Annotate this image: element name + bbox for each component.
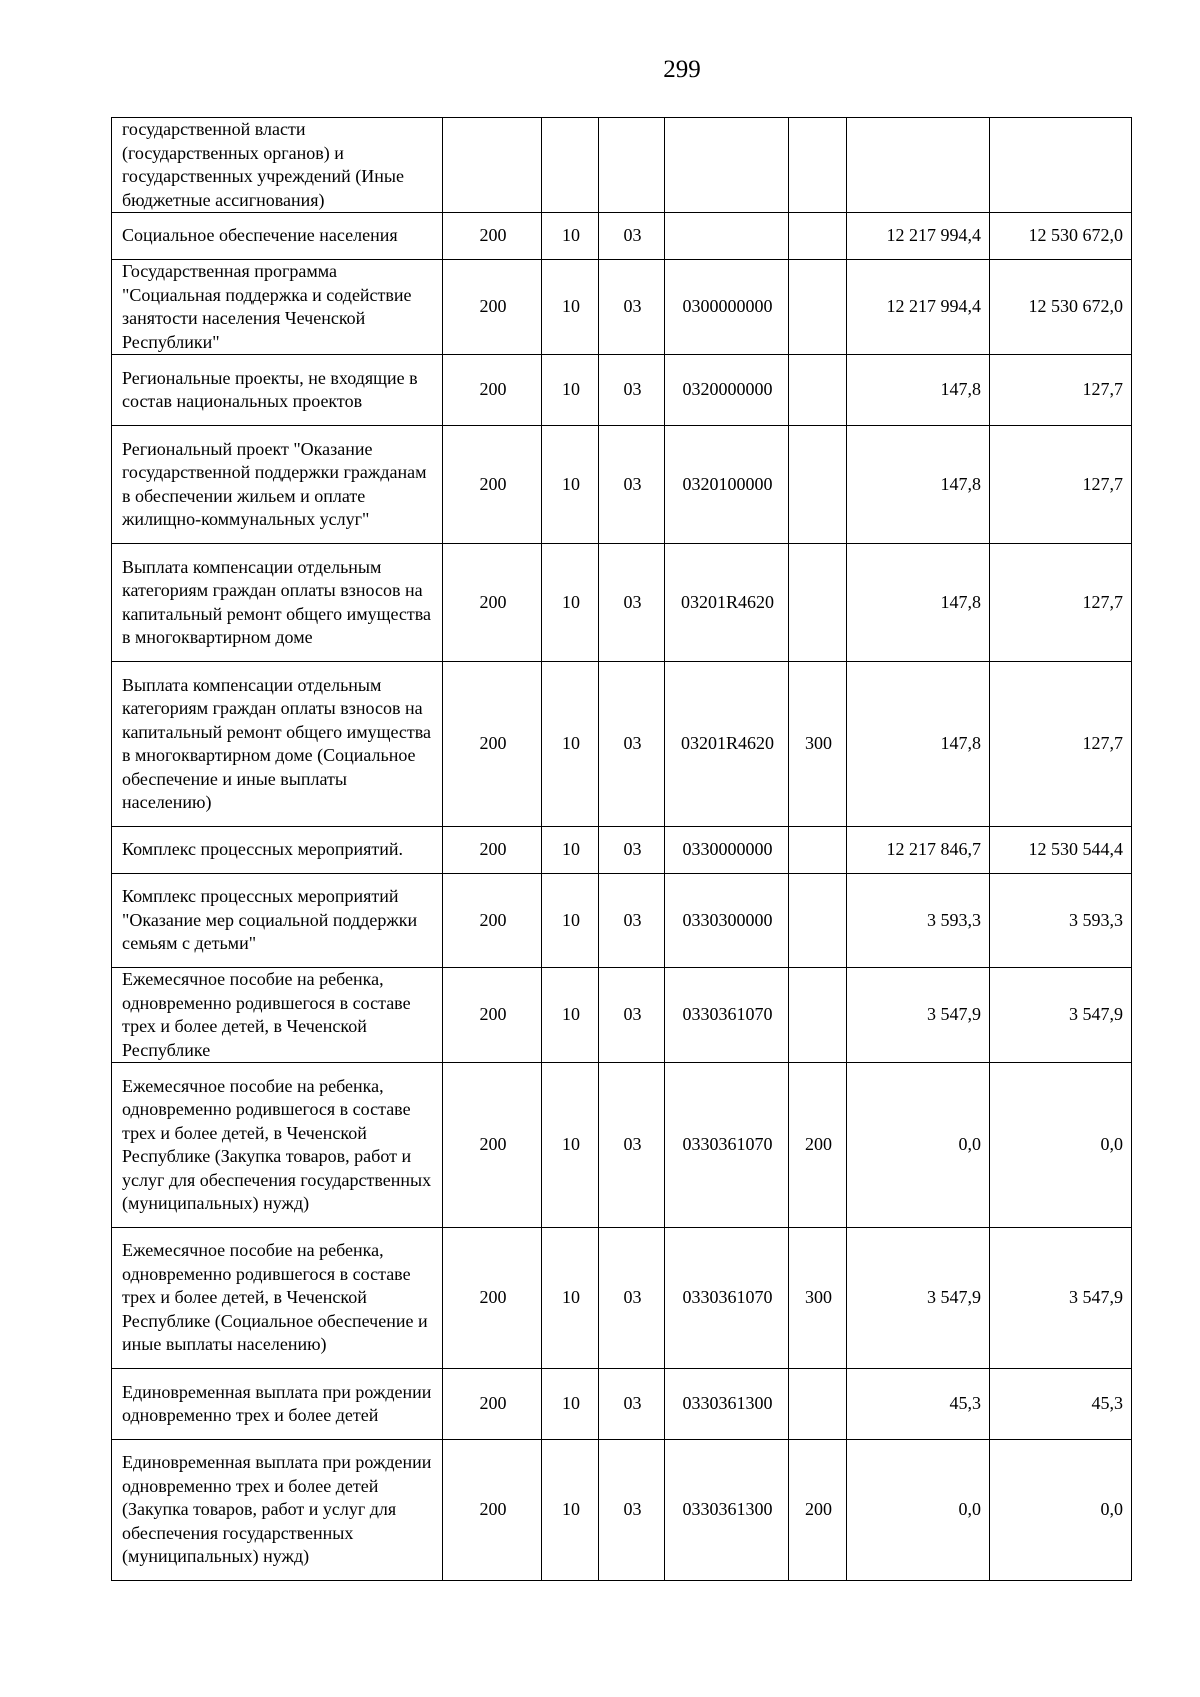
expense-type-cell [789,260,847,355]
target-code-cell: 0330000000 [665,827,789,874]
table-body [112,118,1132,1581]
admin-code-cell: 200 [443,544,542,662]
amount-year2-cell [990,118,1132,213]
amount-year2-cell: 0,0 [990,1063,1132,1228]
amount-year2-cell: 3 547,9 [990,1228,1132,1369]
amount-year2-cell: 3 593,3 [990,874,1132,968]
amount-year2-cell: 3 547,9 [990,968,1132,1063]
expense-type-cell: 300 [789,1228,847,1369]
subsection-code-cell: 03 [599,874,665,968]
section-code-cell: 10 [542,355,599,426]
target-code-cell: 0320000000 [665,355,789,426]
admin-code-cell [443,118,542,213]
subsection-code-cell: 03 [599,544,665,662]
amount-year2-cell: 127,7 [990,355,1132,426]
amount-year1-cell: 147,8 [847,544,990,662]
page-number: 299 [663,56,701,83]
table-row [112,968,1132,1063]
row-name-cell: государственной власти (государственных органов) и государственных учреждений (Иные бюджетные ассигнования) [112,118,443,213]
row-name-cell: Государственная программа "Социальная поддержка и содействие занятости населения Чеченской Республики" [112,260,443,355]
admin-code-cell: 200 [443,1063,542,1228]
subsection-code-cell: 03 [599,968,665,1063]
section-code-cell: 10 [542,426,599,544]
amount-year2-cell: 45,3 [990,1369,1132,1440]
expense-type-cell [789,544,847,662]
table-row [112,355,1132,426]
row-name-cell: Региональный проект "Оказание государственной поддержки гражданам в обеспечении жильем и оплате жилищно-коммунальных услуг" [112,426,443,544]
subsection-code-cell: 03 [599,1440,665,1581]
amount-year1-cell: 3 547,9 [847,1228,990,1369]
expense-type-cell [789,355,847,426]
amount-year2-cell: 0,0 [990,1440,1132,1581]
admin-code-cell: 200 [443,213,542,260]
admin-code-cell: 200 [443,355,542,426]
target-code-cell: 03201R4620 [665,662,789,827]
table-row [112,1228,1132,1369]
expense-type-cell: 200 [789,1063,847,1228]
table-row [112,260,1132,355]
subsection-code-cell: 03 [599,1228,665,1369]
amount-year1-cell [847,118,990,213]
amount-year2-cell: 12 530 544,4 [990,827,1132,874]
target-code-cell: 0320100000 [665,426,789,544]
admin-code-cell: 200 [443,1440,542,1581]
row-name-cell: Ежемесячное пособие на ребенка, одновременно родившегося в составе трех и более детей, в Чеченской Республике [112,968,443,1063]
budget-table [111,117,1132,1581]
table-row [112,426,1132,544]
target-code-cell: 0300000000 [665,260,789,355]
expense-type-cell: 200 [789,1440,847,1581]
expense-type-cell [789,118,847,213]
subsection-code-cell: 03 [599,426,665,544]
table-row [112,1369,1132,1440]
row-name-cell: Единовременная выплата при рождении одновременно трех и более детей [112,1369,443,1440]
amount-year2-cell: 127,7 [990,544,1132,662]
expense-type-cell: 300 [789,662,847,827]
admin-code-cell: 200 [443,260,542,355]
amount-year1-cell: 3 547,9 [847,968,990,1063]
section-code-cell: 10 [542,213,599,260]
amount-year2-cell: 12 530 672,0 [990,260,1132,355]
section-code-cell: 10 [542,1063,599,1228]
amount-year2-cell: 12 530 672,0 [990,213,1132,260]
table-row [112,662,1132,827]
expense-type-cell [789,968,847,1063]
row-name-cell: Выплата компенсации отдельным категориям граждан оплаты взносов на капитальный ремонт общего имущества в многоквартирном доме (Социальное обеспечение и иные выплаты населению) [112,662,443,827]
subsection-code-cell: 03 [599,260,665,355]
target-code-cell: 0330361070 [665,968,789,1063]
table-row [112,118,1132,213]
section-code-cell: 10 [542,662,599,827]
amount-year1-cell: 0,0 [847,1440,990,1581]
row-name-cell: Выплата компенсации отдельным категориям граждан оплаты взносов на капитальный ремонт общего имущества в многоквартирном доме [112,544,443,662]
section-code-cell: 10 [542,827,599,874]
section-code-cell: 10 [542,1440,599,1581]
row-name-cell: Комплекс процессных мероприятий "Оказание мер социальной поддержки семьям с детьми" [112,874,443,968]
expense-type-cell [789,874,847,968]
section-code-cell: 10 [542,260,599,355]
subsection-code-cell: 03 [599,1369,665,1440]
expense-type-cell [789,1369,847,1440]
expense-type-cell [789,426,847,544]
target-code-cell: 0330300000 [665,874,789,968]
amount-year1-cell: 12 217 994,4 [847,213,990,260]
amount-year1-cell: 147,8 [847,662,990,827]
section-code-cell: 10 [542,1228,599,1369]
table-row [112,1440,1132,1581]
target-code-cell: 0330361070 [665,1063,789,1228]
expense-type-cell [789,827,847,874]
amount-year2-cell: 127,7 [990,426,1132,544]
section-code-cell: 10 [542,544,599,662]
admin-code-cell: 200 [443,1228,542,1369]
row-name-cell: Ежемесячное пособие на ребенка, одновременно родившегося в составе трех и более детей, в Чеченской Республике (Социальное обеспечение и иные выплаты населению) [112,1228,443,1369]
row-name-cell: Региональные проекты, не входящие в состав национальных проектов [112,355,443,426]
amount-year1-cell: 12 217 994,4 [847,260,990,355]
amount-year2-cell: 127,7 [990,662,1132,827]
section-code-cell: 10 [542,968,599,1063]
subsection-code-cell: 03 [599,1063,665,1228]
admin-code-cell: 200 [443,874,542,968]
table-row [112,544,1132,662]
target-code-cell: 03201R4620 [665,544,789,662]
section-code-cell [542,118,599,213]
target-code-cell [665,213,789,260]
amount-year1-cell: 0,0 [847,1063,990,1228]
admin-code-cell: 200 [443,662,542,827]
admin-code-cell: 200 [443,827,542,874]
amount-year1-cell: 3 593,3 [847,874,990,968]
subsection-code-cell: 03 [599,662,665,827]
amount-year1-cell: 147,8 [847,426,990,544]
subsection-code-cell [599,118,665,213]
row-name-cell: Комплекс процессных мероприятий. [112,827,443,874]
amount-year1-cell: 12 217 846,7 [847,827,990,874]
subsection-code-cell: 03 [599,355,665,426]
subsection-code-cell: 03 [599,827,665,874]
row-name-cell: Социальное обеспечение населения [112,213,443,260]
target-code-cell: 0330361070 [665,1228,789,1369]
section-code-cell: 10 [542,874,599,968]
admin-code-cell: 200 [443,1369,542,1440]
amount-year1-cell: 147,8 [847,355,990,426]
table-row [112,827,1132,874]
target-code-cell: 0330361300 [665,1369,789,1440]
expense-type-cell [789,213,847,260]
admin-code-cell: 200 [443,968,542,1063]
admin-code-cell: 200 [443,426,542,544]
subsection-code-cell: 03 [599,213,665,260]
row-name-cell: Ежемесячное пособие на ребенка, одновременно родившегося в составе трех и более детей, в Чеченской Республике (Закупка товаров, работ и услуг для обеспечения государственных (муниципальных) нужд) [112,1063,443,1228]
table-row [112,213,1132,260]
table-row [112,1063,1132,1228]
amount-year1-cell: 45,3 [847,1369,990,1440]
target-code-cell: 0330361300 [665,1440,789,1581]
target-code-cell [665,118,789,213]
section-code-cell: 10 [542,1369,599,1440]
row-name-cell: Единовременная выплата при рождении одновременно трех и более детей (Закупка товаров, работ и услуг для обеспечения государственных (муниципальных) нужд) [112,1440,443,1581]
table-row [112,874,1132,968]
